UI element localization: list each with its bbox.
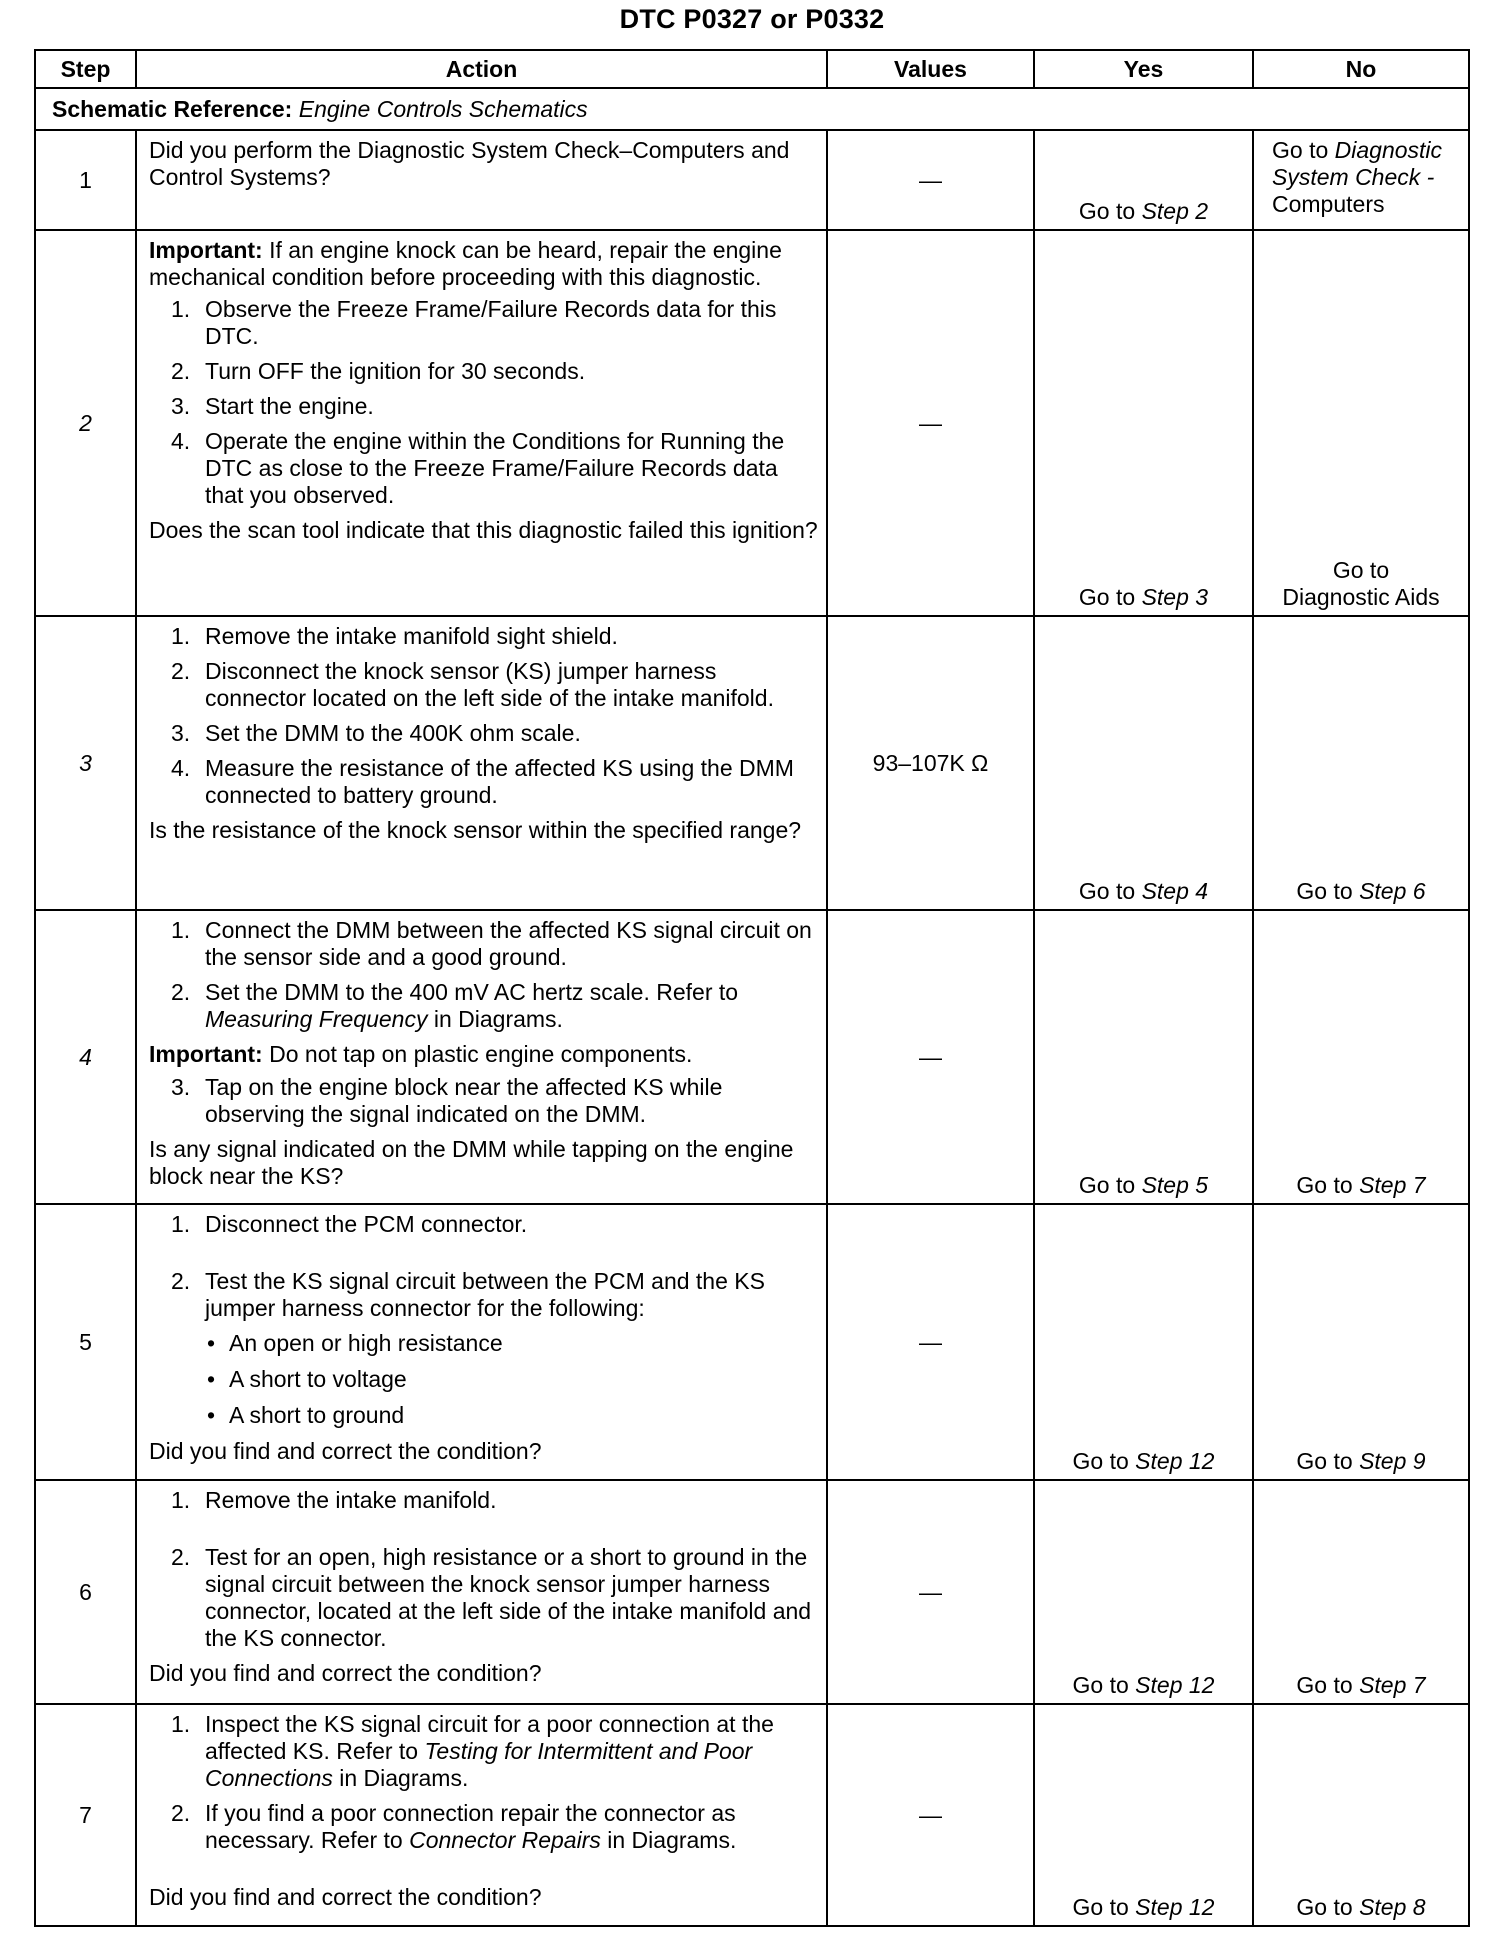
procedure-list <box>149 1711 818 1854</box>
values-cell: — <box>827 1204 1034 1480</box>
action-question: Is the resistance of the knock sensor within the specified range? <box>149 817 802 843</box>
table-row <box>35 616 1469 910</box>
step-number: 4 <box>35 910 136 1204</box>
table-row <box>35 230 1469 616</box>
action-cell <box>136 1204 827 1480</box>
page-title: DTC P0327 or P0332 <box>619 4 885 34</box>
schematic-label: Schematic Reference: <box>52 95 293 122</box>
action-question: Did you find and correct the condition? <box>149 1660 542 1686</box>
action-cell <box>136 130 827 230</box>
yes-cell: Go to Step 12 <box>1034 1704 1253 1926</box>
values-cell: — <box>827 130 1034 230</box>
list-item: 1. Remove the intake manifold. <box>171 1487 497 1513</box>
procedure-list <box>149 296 818 509</box>
yes-cell: Go to Step 5 <box>1034 910 1253 1204</box>
list-item: 2. Test the KS signal circuit between the PCM and the KS jumper harness connector for the following: <box>171 1268 765 1321</box>
no-cell: Go to Step 7 <box>1253 910 1469 1204</box>
no-cell: Go to Diagnostic Aids <box>1253 230 1469 616</box>
table-row <box>35 1204 1469 1480</box>
values-cell: — <box>827 230 1034 616</box>
list-item: • A short to ground <box>205 1402 818 1429</box>
step-number: 5 <box>35 1204 136 1480</box>
bullet-list <box>205 1330 818 1429</box>
step-number: 7 <box>35 1704 136 1926</box>
list-item: 2. If you find a poor connection repair the connector as necessary. Refer to Connector Repairs in Diagrams. <box>171 1800 737 1853</box>
table-row <box>35 1480 1469 1704</box>
header-yes: Yes <box>1034 50 1253 88</box>
dtc-table <box>34 49 1470 1927</box>
schematic-reference <box>35 88 1469 130</box>
list-item: 3. Set the DMM to the 400K ohm scale. <box>171 720 581 746</box>
list-item: • A short to voltage <box>205 1366 818 1393</box>
yes-cell: Go to Step 12 <box>1034 1480 1253 1704</box>
values-cell: 93–107K Ω <box>827 616 1034 910</box>
list-item: 3. Start the engine. <box>171 393 374 419</box>
procedure-list <box>149 623 818 809</box>
list-item: 2. Set the DMM to the 400 mV AC hertz scale. Refer to Measuring Frequency in Diagrams. <box>171 979 739 1032</box>
list-item: 1. Remove the intake manifold sight shield. <box>171 623 618 649</box>
important-note: Important: Do not tap on plastic engine components. <box>149 1041 693 1067</box>
action-cell <box>136 910 827 1204</box>
values-cell: — <box>827 910 1034 1204</box>
table-row <box>35 1704 1469 1926</box>
header-step: Step <box>35 50 136 88</box>
no-cell: Go to Step 7 <box>1253 1480 1469 1704</box>
action-question: Did you find and correct the condition? <box>149 1438 542 1464</box>
yes-cell: Go to Step 3 <box>1034 230 1253 616</box>
action-cell <box>136 1480 827 1704</box>
list-item: 2. Disconnect the knock sensor (KS) jumper harness connector located on the left side of the intake manifold. <box>171 658 774 711</box>
values-cell: — <box>827 1480 1034 1704</box>
yes-cell: Go to Step 2 <box>1034 130 1253 230</box>
list-item: 1. Disconnect the PCM connector. <box>171 1211 528 1237</box>
no-cell: Go to Step 6 <box>1253 616 1469 910</box>
step-number: 6 <box>35 1480 136 1704</box>
step-number: 3 <box>35 616 136 910</box>
values-cell: — <box>827 1704 1034 1926</box>
header-action: Action <box>136 50 827 88</box>
no-cell: Go to Step 9 <box>1253 1204 1469 1480</box>
list-item: 4. Operate the engine within the Conditions for Running the DTC as close to the Freeze Frame/Failure Records data that you observed. <box>171 428 785 508</box>
table-row <box>35 910 1469 1204</box>
list-item: 2. Turn OFF the ignition for 30 seconds. <box>171 358 586 384</box>
list-item: 2. Test for an open, high resistance or a short to ground in the signal circuit between the knock sensor jumper harness connector, located at the left side of the intake manifold and the KS connector. <box>171 1544 812 1651</box>
procedure-list <box>149 1211 818 1238</box>
step-number: 1 <box>35 130 136 230</box>
header-row <box>35 50 1469 88</box>
procedure-list <box>149 1268 818 1322</box>
list-item: 1. Connect the DMM between the affected KS signal circuit on the sensor side and a good ground. <box>171 917 812 970</box>
list-item: 1. Inspect the KS signal circuit for a poor connection at the affected KS. Refer to Testing for Intermittent and Poor Connections in Diagrams. <box>171 1711 774 1791</box>
list-item: 4. Measure the resistance of the affected KS using the DMM connected to battery ground. <box>171 755 794 808</box>
action-question: Is any signal indicated on the DMM while tapping on the engine block near the KS? <box>149 1136 794 1189</box>
yes-cell: Go to Step 4 <box>1034 616 1253 910</box>
procedure-list <box>149 1487 818 1514</box>
procedure-list <box>149 1544 818 1652</box>
action-cell <box>136 616 827 910</box>
schematic-link: Engine Controls Schematics <box>298 95 588 122</box>
action-question: Did you perform the Diagnostic System Check–Computers and Control Systems? <box>149 137 790 190</box>
important-note: Important: If an engine knock can be heard, repair the engine mechanical condition before proceeding with this diagnostic. <box>149 237 782 290</box>
procedure-list <box>149 1074 818 1128</box>
step-number: 2 <box>35 230 136 616</box>
action-cell <box>136 1704 827 1926</box>
no-cell: Go to Diagnostic System Check - Computers <box>1253 130 1469 230</box>
list-item: 3. Tap on the engine block near the affected KS while observing the signal indicated on the DMM. <box>171 1074 723 1127</box>
list-item: • An open or high resistance <box>205 1330 818 1357</box>
table-row <box>35 130 1469 230</box>
list-item: 1. Observe the Freeze Frame/Failure Records data for this DTC. <box>171 296 777 349</box>
procedure-list <box>149 917 818 1033</box>
yes-cell: Go to Step 12 <box>1034 1204 1253 1480</box>
action-question: Does the scan tool indicate that this diagnostic failed this ignition? <box>149 517 818 543</box>
header-no: No <box>1253 50 1469 88</box>
schematic-row <box>35 88 1469 130</box>
no-cell: Go to Step 8 <box>1253 1704 1469 1926</box>
action-question: Did you find and correct the condition? <box>149 1884 542 1910</box>
header-values: Values <box>827 50 1034 88</box>
action-cell <box>136 230 827 616</box>
